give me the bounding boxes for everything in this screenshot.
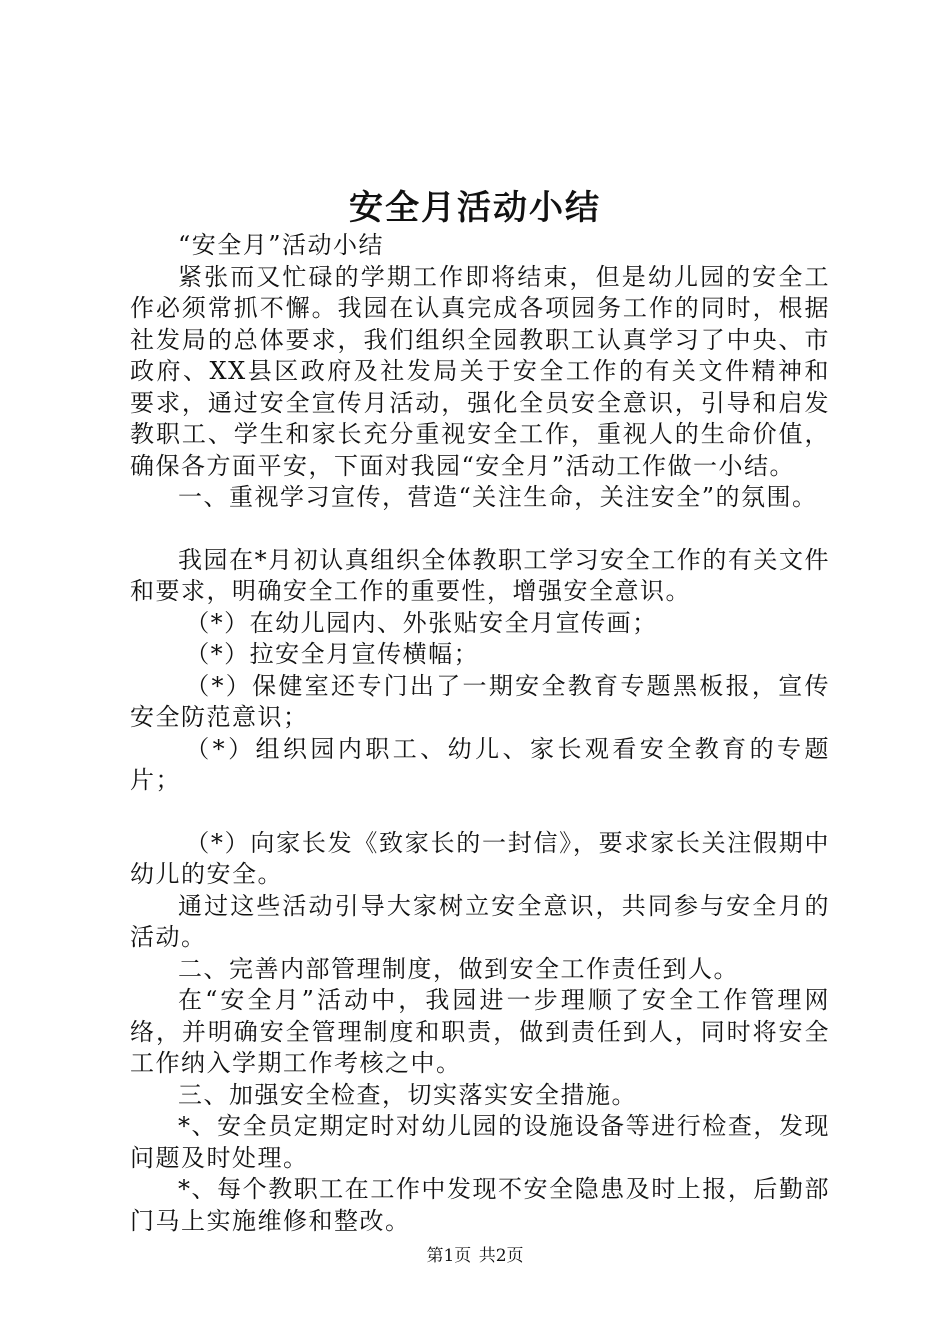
heading-section-3: 三、加强安全检查，切实落实安全措施。 [178, 1080, 637, 1109]
blank-line [130, 797, 830, 828]
list-item: （*）向家长发《致家长的一封信》，要求家长关注假期中幼儿的安全。 [130, 828, 830, 888]
paragraph-section-2: 在“安全月”活动中，我园进一步理顺了安全工作管理网络，并明确安全管理制度和职责，做到责任到人，同时将安全工作纳入学期工作考核之中。 [130, 986, 830, 1077]
document-title: 安全月活动小结 [349, 188, 601, 228]
list-item: *、每个教职工在工作中发现不安全隐患及时上报，后勤部门马上实施维修和整改。 [130, 1175, 830, 1235]
page-total: 共2页 [478, 1246, 524, 1266]
document-body [130, 230, 830, 1237]
paragraph-subtitle: “安全月”活动小结 [178, 231, 385, 259]
list-item: （*）在幼儿园内、外张贴安全月宣传画； [185, 608, 658, 637]
paragraph-section-1-summary: 通过这些活动引导大家树立安全意识，共同参与安全月的活动。 [130, 891, 830, 951]
paragraph-intro: 紧张而又忙碌的学期工作即将结束，但是幼儿园的安全工作必须常抓不懈。我园在认真完成各项园务工作的同时，根据社发局的总体要求，我们组织全园教职工认真学习了中央、市政府、XX县区政府及社发局关于安全工作的有关文件精神和要求，通过安全宣传月活动，强化全员安全意识，引导和启发教职工、学生和家长充分重视安全工作，重视人的生命价值，确保各方面平安，下面对我园“安全月”活动工作做一小结。 [130, 262, 830, 480]
list-item: （*）拉安全月宣传横幅； [185, 640, 480, 668]
heading-section-2: 二、完善内部管理制度，做到安全工作责任到人。 [178, 954, 739, 983]
list-item: （*）组织园内职工、幼儿、家长观看安全教育的专题片； [130, 734, 830, 794]
list-item: （*）保健室还专门出了一期安全教育专题黑板报，宣传安全防范意识； [130, 671, 830, 731]
paragraph-section-1: 我园在*月初认真组织全体教职工学习安全工作的有关文件和要求，明确安全工作的重要性，增强安全意识。 [130, 545, 830, 605]
blank-line [130, 514, 830, 545]
page-number: 第1页 [426, 1246, 472, 1266]
list-item: *、安全员定期定时对幼儿园的设施设备等进行检查，发现问题及时处理。 [130, 1112, 830, 1172]
page-footer [0, 1245, 950, 1267]
heading-section-1: 一、重视学习宣传，营造“关注生命，关注安全”的氛围。 [178, 483, 818, 511]
